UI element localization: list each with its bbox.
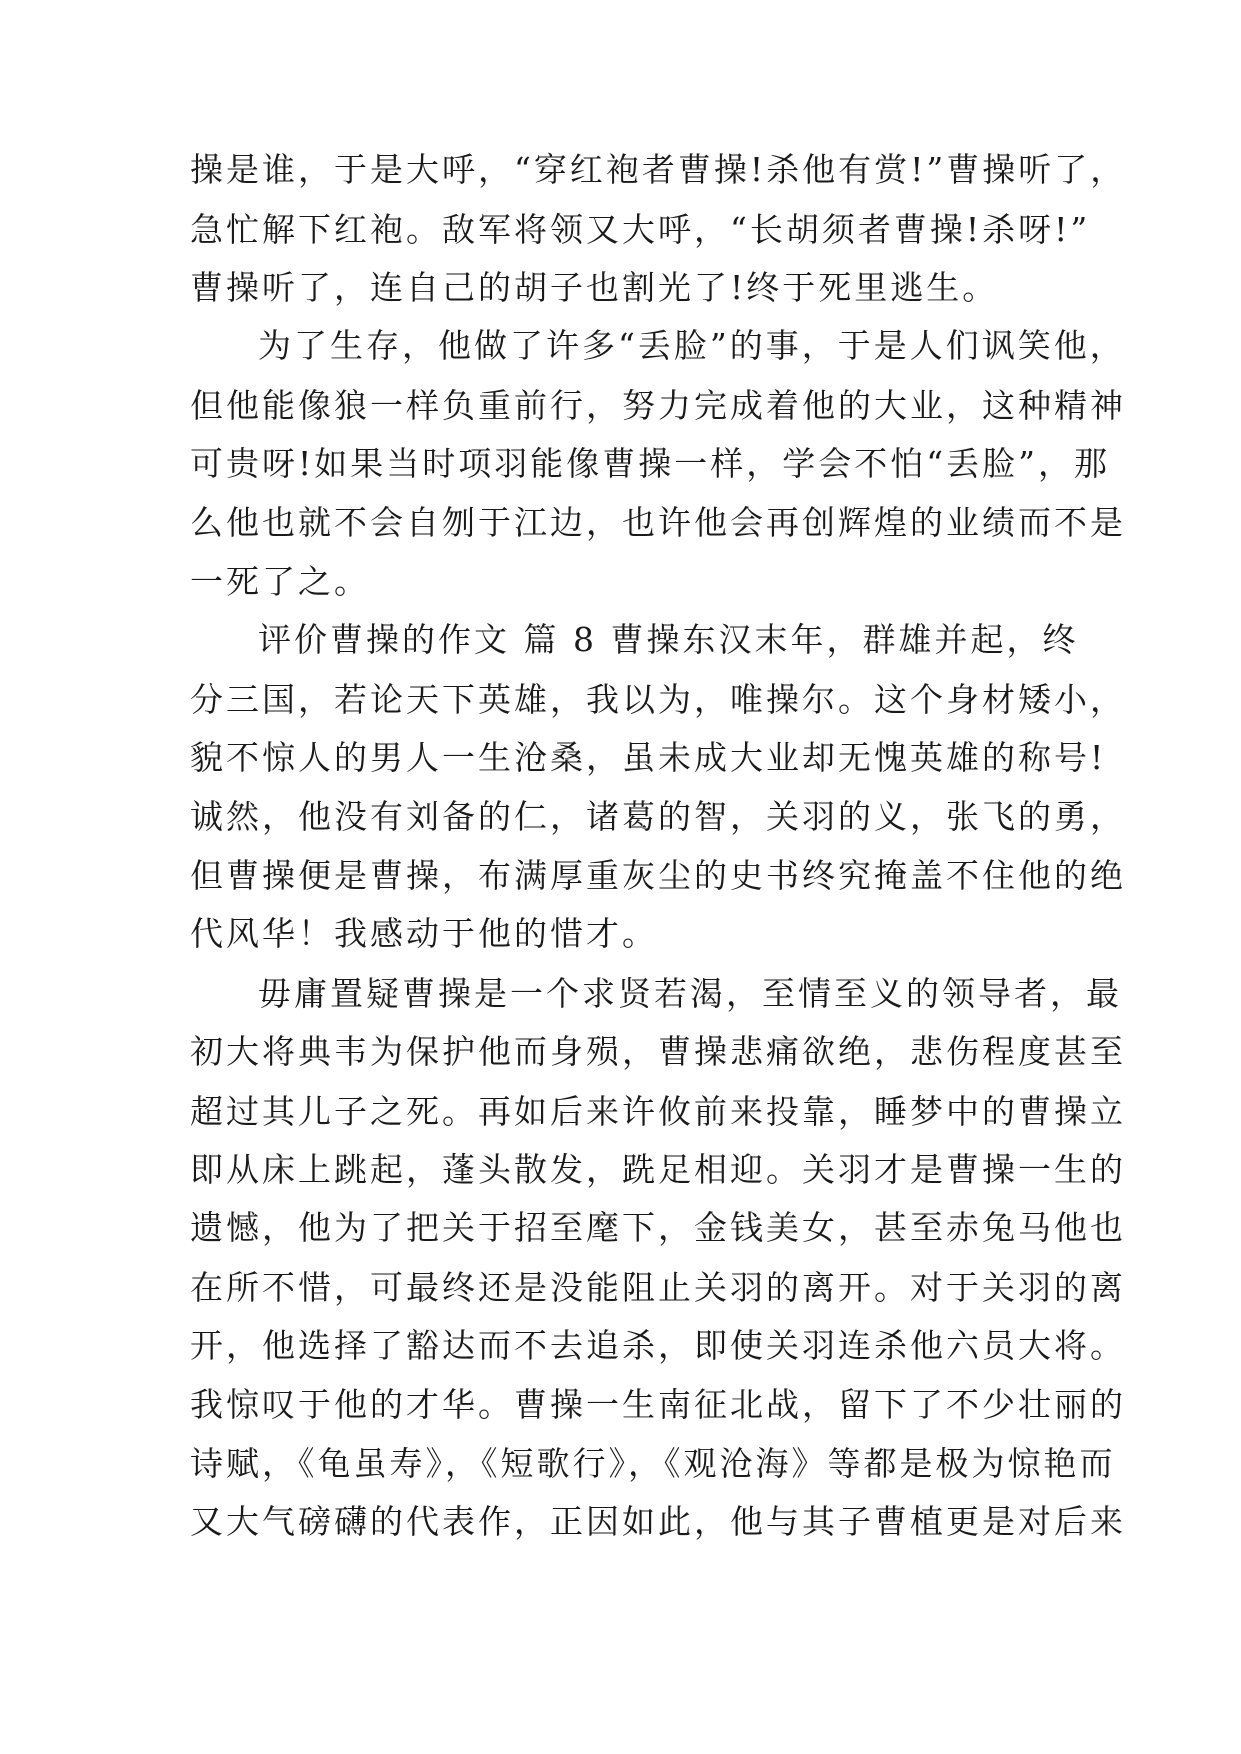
text-line: 代风华！我感动于他的惜才。 (190, 914, 658, 953)
text-line: 即从床上跳起，蓬头散发，跣足相迎。关羽才是曹操一生的 (190, 1150, 1126, 1189)
text-line: 初大将典韦为保护他而身殒，曹操悲痛欲绝，悲伤程度甚至 (190, 1032, 1126, 1071)
text-line: 我惊叹于他的才华。曹操一生南征北战，留下了不少壮丽的 (190, 1385, 1126, 1424)
text-line: 急忙解下红袍。敌军将领又大呼，“长胡须者曹操!杀呀!” (190, 210, 1091, 249)
text-line: 么他也就不会自刎于江边，也许他会再创辉煌的业绩而不是 (190, 503, 1126, 542)
text-line: 在所不惜，可最终还是没能阻止关羽的离开。对于关羽的离 (190, 1268, 1126, 1307)
text-line: 诗赋，《龟虽寿》，《短歌行》，《观沧海》等都是极为惊艳而 (190, 1444, 1116, 1483)
paragraph-start-line: 为了生存，他做了许多“丢脸”的事，于是人们讽笑他， (258, 326, 1126, 365)
text-line: 开，他选择了豁达而不去追杀，即使关羽连杀他六员大将。 (190, 1326, 1126, 1365)
text-line: 又大气磅礴的代表作，正因如此，他与其子曹植更是对后来 (190, 1502, 1126, 1541)
text-line: 但他能像狼一样负重前行，努力完成着他的大业，这种精神 (190, 386, 1126, 425)
text-line: 超过其儿子之死。再如后来许攸前来投靠，睡梦中的曹操立 (190, 1092, 1126, 1131)
paragraph-start-line: 毋庸置疑曹操是一个求贤若渴，至情至义的领导者，最 (258, 974, 1122, 1013)
text-line: 可贵呀!如果当时项羽能像曹操一样，学会不怕“丢脸”，那 (190, 444, 1111, 483)
text-line: 一死了之。 (190, 562, 370, 601)
text-line: 遗憾，他为了把关于招至麾下，金钱美女，甚至赤兔马他也 (190, 1208, 1126, 1247)
text-line: 但曹操便是曹操，布满厚重灰尘的史书终究掩盖不住他的绝 (190, 856, 1126, 895)
text-line: 操是谁，于是大呼，“穿红袍者曹操!杀他有赏!”曹操听了， (190, 150, 1127, 189)
section-heading-line: 评价曹操的作文 篇 8 曹操东汉末年，群雄并起，终 (258, 620, 1079, 659)
text-line: 诚然，他没有刘备的仁，诸葛的智，关羽的义，张飞的勇， (190, 797, 1126, 836)
text-line: 曹操听了，连自己的胡子也割光了!终于死里逃生。 (190, 268, 999, 307)
text-line: 貌不惊人的男人一生沧桑，虽未成大业却无愧英雄的称号! (190, 738, 1107, 777)
text-line: 分三国，若论天下英雄，我以为，唯操尔。这个身材矮小， (190, 680, 1126, 719)
